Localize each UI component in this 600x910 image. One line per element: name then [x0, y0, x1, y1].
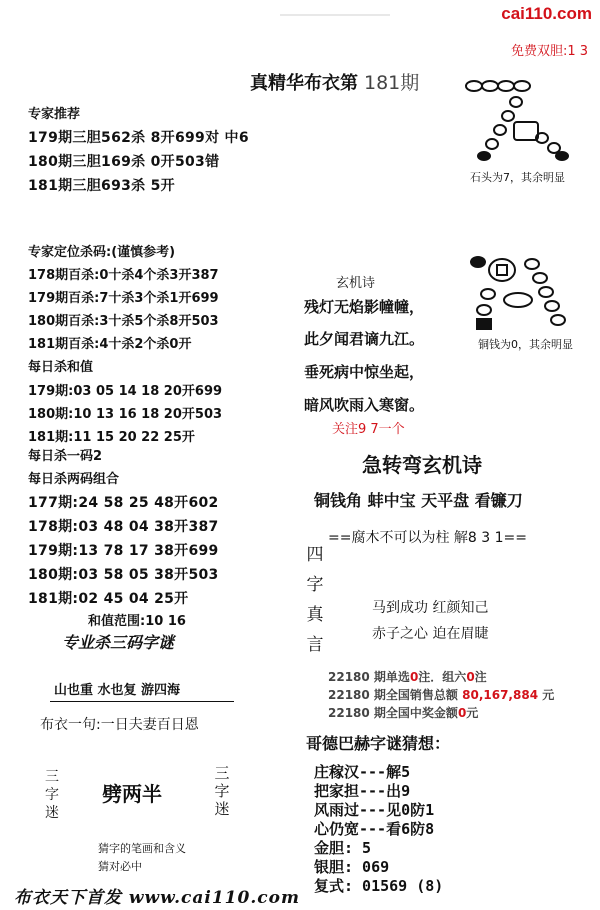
coin-caption: 铜钱为0，其余明显 [478, 338, 573, 351]
footer-banner[interactable]: 布衣天下首发 www.cai110.com [14, 888, 300, 908]
page-title [250, 68, 419, 95]
poem-heading: 玄机诗 [336, 276, 376, 291]
stat-line [328, 668, 487, 685]
sum-kill-line: 180期:10 13 16 18 20开503 [28, 407, 223, 422]
char-riddle-label-left: 三字迷 [45, 769, 59, 821]
two-combo-heading: 每日杀两码组合 [28, 472, 120, 487]
goedel-line: 把家担---出9 [314, 782, 411, 800]
coin-figure-icon [462, 250, 572, 334]
stat-value: 0 [457, 706, 467, 720]
stat-label: 22180 期单选 [328, 670, 410, 684]
four-char-line: 马到成功 红颜知己 [372, 600, 489, 616]
position-heading: 专家定位杀码:(谨慎参考) [28, 245, 176, 260]
goedel-line: 风雨过---见0防1 [314, 801, 435, 819]
stat-value: 80,167,884 [462, 688, 539, 702]
goedel-line: 金胆: 5 [314, 839, 372, 857]
stat-line [328, 686, 554, 703]
position-line: 180期百杀:3十杀5个杀8开503 [28, 314, 219, 329]
issue-number: 181期 [364, 72, 420, 94]
stat-unit: 元 [542, 688, 555, 702]
two-combo-line: 181期:02 45 04 25开 [28, 591, 189, 607]
four-char-label: 四字真言 [306, 545, 324, 655]
position-line: 178期百杀:0十杀4个杀3开387 [28, 268, 219, 283]
turn-poem-items: 铜钱角 蚌中宝 天平盘 看镰刀 [314, 491, 523, 510]
stat-value: 0 [466, 670, 475, 684]
expert-line: 179期三胆562杀 8开699对 中6 [28, 130, 249, 146]
free-pick: 免费双胆:1 3 [510, 44, 588, 59]
expert-line: 181期三胆693杀 5开 [28, 178, 175, 194]
stat-unit: 注 [474, 670, 487, 684]
turn-poem-title: 急转弯玄机诗 [362, 453, 482, 477]
poem-line: 残灯无焰影幢幢， [304, 298, 425, 316]
follow-note: 关注9 7一个 [332, 422, 405, 437]
stone-figure-icon [456, 76, 576, 166]
buyi-line: 布衣一句:一日夫妻百日恩 [40, 717, 199, 733]
divider [50, 701, 234, 702]
goedel-line: 心仍宽---看6防8 [314, 820, 435, 838]
char-riddle-label-right: 三字迷 [214, 764, 230, 818]
riddle-hint: 猜对必中 [98, 860, 142, 873]
stat-unit: 元 [466, 706, 479, 720]
riddle-phrase: 山也重 水也复 游四海 [54, 683, 181, 698]
sum-kill-heading: 每日杀和值 [28, 360, 94, 375]
poem-line: 垂死病中惊坐起， [304, 363, 425, 381]
top-decoration [280, 14, 390, 16]
riddle-title: 专业杀三码字谜 [62, 633, 175, 652]
position-line: 179期百杀:7十杀3个杀1开699 [28, 291, 219, 306]
poem-line: 此夕闻君谪九江。 [304, 330, 425, 348]
expert-heading: 专家推荐 [28, 107, 81, 122]
stone-caption: 石头为7，其余明显 [470, 171, 565, 184]
sum-kill-line: 179期:03 05 14 18 20开699 [28, 384, 223, 399]
two-combo-line: 180期:03 58 05 38开503 [28, 567, 219, 583]
goedel-title: 哥德巴赫字谜猜想： [306, 734, 451, 753]
two-combo-line: 178期:03 48 04 38开387 [28, 519, 219, 535]
four-char-line: 赤子之心 迫在眉睫 [372, 626, 489, 642]
site-logo[interactable]: cai110.com [501, 4, 592, 23]
rotten-wood-line: ==腐木不可以为柱 解8 3 1== [328, 530, 527, 546]
expert-line: 180期三胆169杀 0开503错 [28, 154, 220, 170]
char-riddle: 劈两半 [102, 782, 162, 806]
poem-line: 暗风吹雨入寒窗。 [304, 396, 425, 414]
stat-unit: 注．组六 [418, 670, 467, 684]
goedel-line: 复式: 01569 (8) [314, 877, 444, 895]
title-text: 真精华布衣第 [250, 73, 358, 94]
riddle-hint: 猜字的笔画和含义 [98, 842, 186, 855]
two-combo-line: 179期:13 78 17 38开699 [28, 543, 219, 559]
goedel-line: 庄稼汉---解5 [314, 763, 411, 781]
kill-one: 每日杀一码2 [28, 449, 103, 464]
position-line: 181期百杀:4十杀2个杀0开 [28, 337, 192, 352]
two-combo-line: 177期:24 58 25 48开602 [28, 495, 219, 511]
stat-label: 22180 期全国中奖金额 [328, 706, 458, 720]
goedel-line: 银胆: 069 [314, 858, 390, 876]
sum-kill-line: 181期:11 15 20 22 25开 [28, 430, 195, 445]
stat-line [328, 704, 478, 721]
stat-label: 22180 期全国销售总额 [328, 688, 458, 702]
sum-range: 和值范围:10 16 [88, 614, 186, 629]
stat-value: 0 [409, 670, 419, 684]
